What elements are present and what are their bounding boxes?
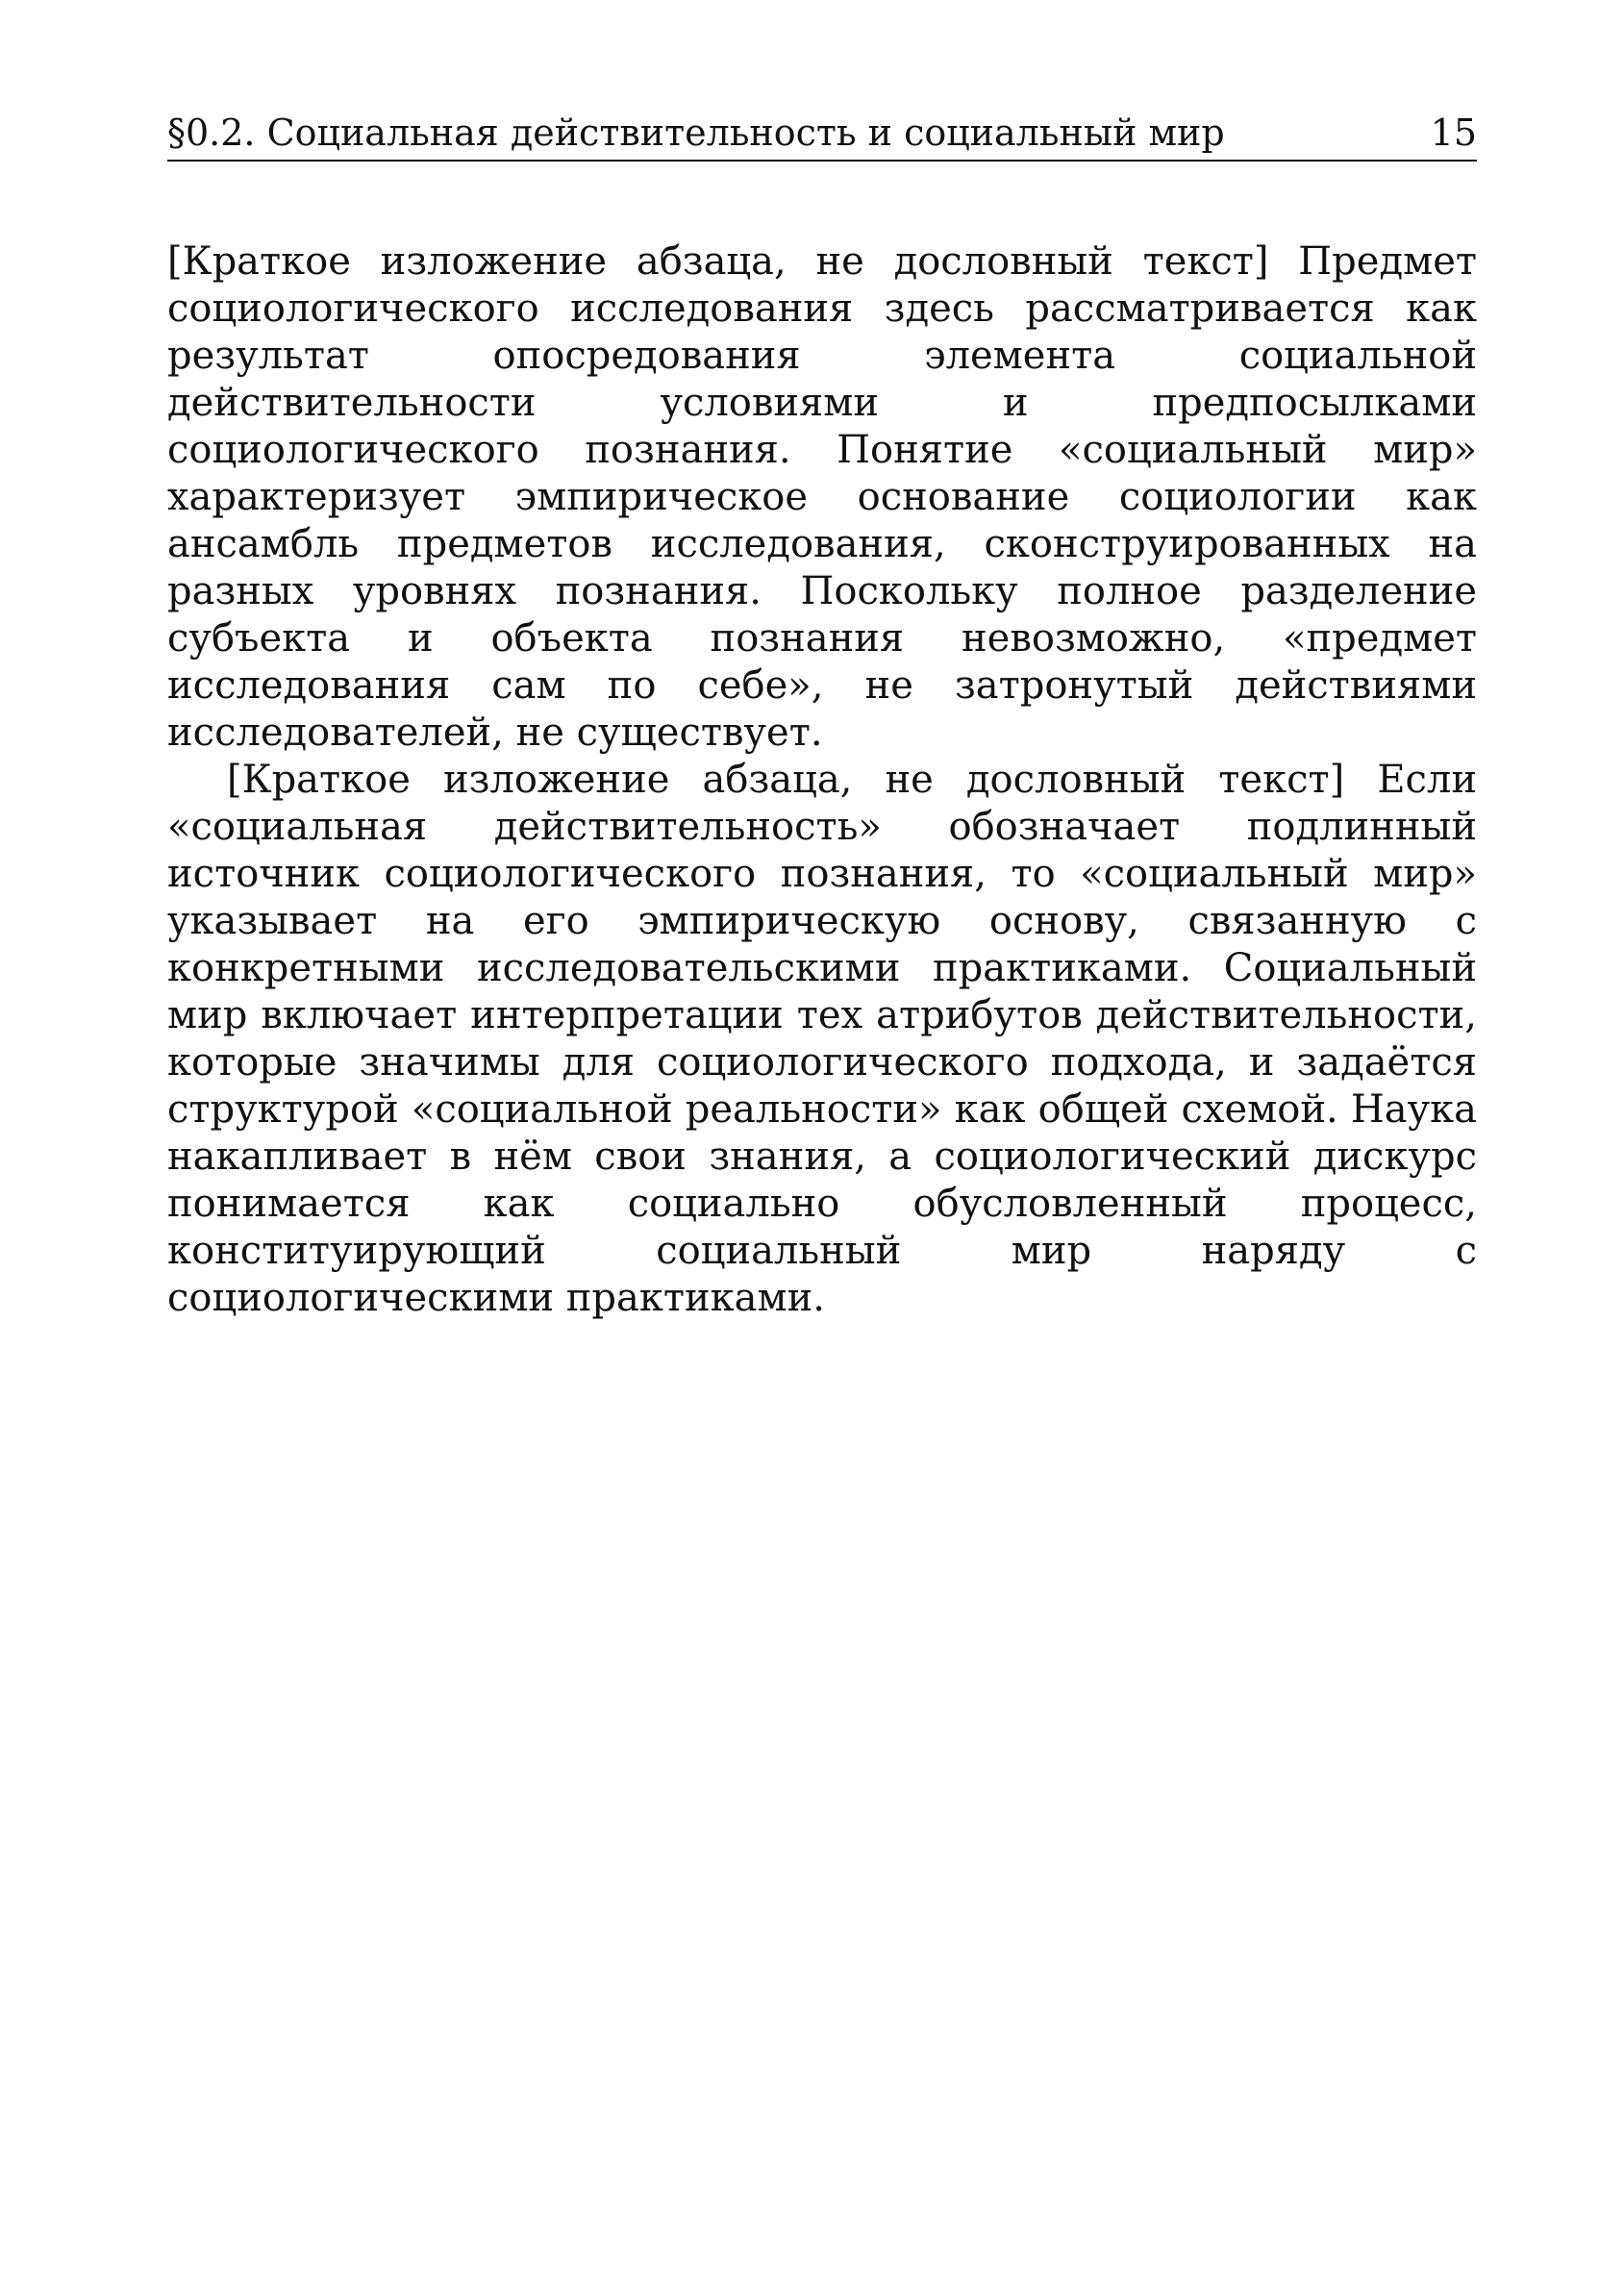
- body-text: [167, 238, 1477, 1322]
- paragraph-1: [Краткое изложение абзаца, не дословный текст] Предмет социологического исследования здесь рассматривается как результат опосредования элемента социальной действительности условиями и предпосылками социологического познания. Понятие «социальный мир» характеризует эмпирическое основание социологии как ансамбль предметов исследования, сконструированных на разных уровнях познания. Поскольку полное разделение субъекта и объекта познания невозможно, «предмет исследования сам по себе», не затронутый действиями исследователей, не существует.: [167, 239, 1477, 755]
- page-number: 15: [1430, 112, 1477, 154]
- paragraph-2: [Краткое изложение абзаца, не дословный текст] Если «социальная действительность» обозначает подлинный источник социологического познания, то «социальный мир» указывает на его эмпирическую основу, связанную с конкретными исследовательскими практиками. Социальный мир включает интерпретации тех атрибутов действительности, которые значимы для социологического подхода, и задаётся структурой «социальной реальности» как общей схемой. Наука накапливает в нём свои знания, а социологический дискурс понимается как социально обусловленный процесс, конституирующий социальный мир наряду с социологическими практиками.: [167, 758, 1477, 1320]
- running-header: [167, 108, 1477, 162]
- section-title: §0.2. Социальная действительность и социальный мир: [167, 112, 1225, 154]
